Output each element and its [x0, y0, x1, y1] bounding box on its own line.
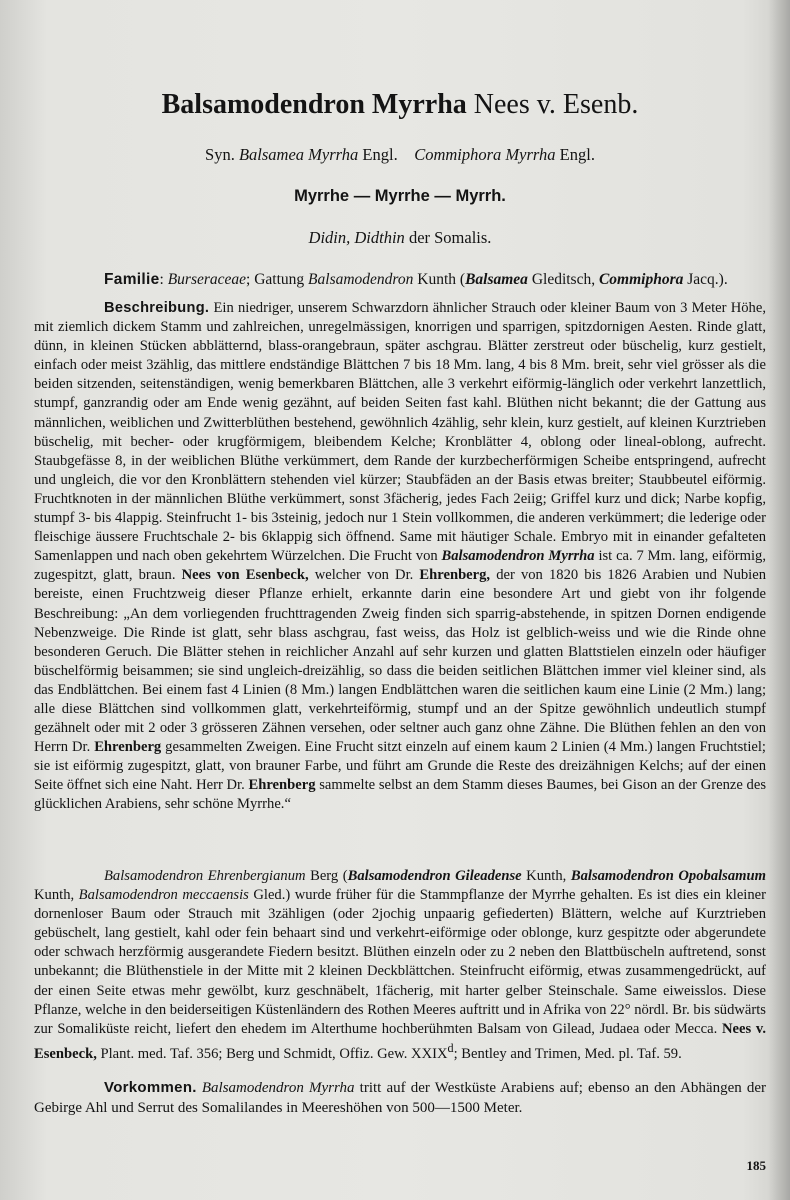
synonyms-line — [34, 145, 766, 165]
title-author: Nees v. Esenb. — [473, 89, 639, 120]
ehrenbergianum-text-4: Gled.) wurde früher für die Stammpflanze der Myrrhe gehalten. Es ist dies ein kleiner dornenloser Baum oder Strauch mit 3zähligen (oder 2jochig unpaarig gefiederten) Blättern, welche auf Kurztrieben gebüschelt, lang gestielt, kahl oder fein behaart sind und verkehrt-eiförmige oder oblonge, kurz gespitzte oder abgerundete oder schwach herzförmig ausgerandete Fiedern besitzt. Blüthen einzeln oder zu 2 neben den Blattbüscheln auftretend, sonst unbekannt; die Blüthenstiele in der Mitte mit 2 kleinen Deckblättchen. Steinfrucht eiförmig, etwas zusammengedrückt, auf der einen Seite etwas mehr gewölbt, kurz geschnäbelt, 1fächerig, mit harter gelber Steinschale. Same eiweisslos. Diese Pflanze, welche in den beiderseitigen Küstenländern des Rothen Meeres auftritt und in Afrika von 22° nördl. Br. bis südwärts zur Somaliküste reicht, liefert den ehedem im Alterthume hochberühmten Balsam von Gilead, Judaea oder Mecca. — [34, 887, 766, 1037]
somali-suffix: der Somalis. — [408, 228, 492, 247]
page-number: 185 — [746, 1158, 766, 1173]
description-paragraph — [34, 299, 766, 815]
synonym-2: Commiphora Myrrha — [414, 145, 556, 164]
ehrenbergianum-text-1: Berg ( — [310, 868, 348, 884]
description-text-4: der von 1820 bis 1826 Arabien und Nubien bereiste, einen Fruchtzweig dieser Pflanze erhielt, erkannte darin eine besondere Art und giebt von ihr folgende Beschreibung: „An dem vorliegenden fruchttragenden Zweig finden sich sparrig-abstehende, in spitzen Dornen endigende Nebenzweige. Die Rinde ist glatt, sehr blass aschgrau, fast weiss, das Holz ist gelblich-weiss und wie die Rinde ohne besonderen Geruch. Die Blätter stehen in reichlicher Anzahl auf sehr kurzen und glatten Blattstielen einzeln oder häufiger büschelförmig beisammen; sie sind ungleich-dreizählig, so dass die beiden seitlichen Blättchen immer viel kleiner sind, als das Endblättchen. Bei einem fast 4 Linien (8 Mm.) langen Endblättchen waren die seitlichen kaum eine Linie (2 Mm.) lang; alle diese Blättchen sind vollkommen glatt, verkehrteiförmig, stumpf und an der Spitze gewöhnlich undeutlich stumpf gezähnelt oder mit 2 oder 3 grösseren Zähnen versehen, oder seltner auch ganz ohne Zähne. Die Blüthen fehlen an den von Herrn Dr. — [34, 567, 766, 756]
description-label: Beschreibung. — [104, 300, 210, 316]
familie-label: Familie — [104, 271, 160, 288]
description-text-3: welcher von Dr. — [314, 567, 414, 584]
occurrence-label: Vorkommen. — [104, 1079, 197, 1096]
alt-genus-1: Balsamea — [465, 271, 528, 288]
somali-names: Didin, Didthin — [308, 228, 405, 247]
synonym-1: Balsamea Myrrha — [238, 145, 359, 164]
author-nees: Nees von Esenbeck, — [181, 567, 309, 584]
description-text-2: ist ca. 7 Mm. lang, eiförmig, zugespitzt, glatt, braun. — [34, 548, 766, 584]
author-ehrenberg-2: Ehrenberg — [94, 739, 162, 756]
somali-names-line — [34, 228, 766, 248]
description-text-5: gesammelten Zweigen. Eine Frucht sitzt einzeln auf einem kaum 2 Linien (4 Mm.) langen Fruchtstiel; sie ist eiförmig zugespitzt, glatt, von brauner Farbe, und führt am Grunde die Reste des dreizähnigen Kelchs; auf der einen Seite öffnet sich eine Naht. Herr Dr. — [34, 739, 766, 794]
syn-label: Syn. — [205, 145, 235, 164]
genus-name: Balsamodendron — [308, 271, 414, 288]
ehrenbergianum-text-3: Kunth, — [34, 887, 75, 904]
species-gileadense: Balsamodendron Gileadense — [347, 868, 522, 884]
familie-rest-2: Kunth ( — [417, 271, 466, 288]
title-species: Balsamodendron Myrrha — [161, 89, 467, 120]
author-ehrenberg: Ehrenberg, — [419, 567, 491, 584]
familie-rest-3: Gleditsch, — [531, 271, 596, 288]
occurrence-paragraph — [34, 1078, 766, 1118]
description-text-6: sammelte selbst an dem Stamm dieses Baumes, bei Gison an der Grenze des glücklichen Arabiens, sehr schöne Myrrhe.“ — [34, 777, 766, 813]
superscript-d: d — [447, 1040, 454, 1055]
ehrenbergianum-text-2: Kunth, — [526, 868, 567, 884]
author-ehrenberg-3: Ehrenberg — [248, 777, 316, 794]
alt-genus-2: Commiphora — [598, 271, 684, 288]
ehrenbergianum-paragraph — [34, 867, 766, 1064]
author-nees-2: Nees v. Esenbeck, — [34, 1020, 766, 1062]
family-line: Familie: Burseraceae; Gattung Balsamodendron Kunth (Balsamea Gleditsch, Commiphora Jacq.). — [104, 271, 728, 288]
occurrence-text: tritt auf der Westküste Arabiens auf; ebenso an den Abhängen der Gebirge Ahl und Serrut des Somalilandes in Meereshöhen von 500—1500 Meter. — [34, 1080, 767, 1116]
page-title — [34, 88, 766, 122]
description-text-1: Ein niedriger, unserem Schwarzdorn ähnlicher Strauch oder kleiner Baum von 3 Meter Höhe, mit ziemlich dickem Stamm und zahlreichen, unregelmässigen, knorrigen und sparrigen, spitzdornigen Aesten. Rinde glatt, dünn, in kleinen Stücken abblätternd, blass-orangebraun, später aschgrau. Blätter zerstreut oder büschelig, kurz gestielt, einfach oder meist 3zählig, das mittlere endständige Blättchen 7 bis 18 Mm. lang, 4 bis 8 Mm. breit, sehr viel grösser als die beiden sitzenden, seitenständigen, wenig bemerkbaren Blättchen, alle 3 verkehrt eiförmig-länglich oder verkehrt lanzettlich, stumpf, ganzrandig oder am Ende wenig gezähnt, auf beiden Seiten fast kahl. Blüthen nicht bekannt; die der Gattung aus männlichen, weiblichen und Zwitterblüthen bestehend, gewöhnlich 4zählig, sehr klein, kurz gestielt, auf kleinen Kurztrieben büschelig, mit becher- oder krugförmigem, bleibendem Kelche; Kronblätter 4, oblong oder lineal-oblong, aufrecht. Staubgefässe 8, in der weiblichen Blüthe verkümmert, dem Rande der kurzbecherförmigen Scheibe entspringend, aufrecht und ungleich, die vor den Kronblättern stehenden viel kürzer; Staubfäden an der Basis etwas breiter; Staubbeutel eiförmig. Fruchtknoten in der männlichen Blüthe verkümmert, sonst 3fächerig, jedes Fach 2eiig; Griffel kurz und dick; Narbe kopfig, stumpf 3- bis 4lappig. Steinfrucht 1- bis 3steinig, jedoch nur 1 Stein vollkommen, die anderen verkümmert; die lederige oder fleischige äussere Fruchtschale 2- bis 6klappig sich öffnend. Same mit häutiger Schale. Embryo mit in einander gefalteten Samenlappen und nach oben gekehrtem Würzelchen. Die Frucht von — [34, 300, 766, 565]
family-name: Burseraceae — [167, 271, 247, 288]
familie-rest-1: ; Gattung — [246, 271, 305, 288]
description-species: Balsamodendron Myrrha — [441, 548, 595, 565]
common-names: Myrrhe — Myrrhe — Myrrh. — [294, 187, 506, 205]
synonym-1-author: Engl. — [362, 145, 398, 164]
species-meccaensis: Balsamodendron meccaensis — [78, 887, 249, 904]
occurrence-species: Balsamodendron Myrrha — [201, 1080, 355, 1096]
ehrenbergianum-text-5: Plant. med. Taf. 356; Berg und Schmidt, Offiz. Gew. XXIX — [100, 1045, 448, 1062]
synonym-2-author: Engl. — [559, 145, 595, 164]
ehrenbergianum-text-6: ; Bentley and Trimen, Med. pl. Taf. 59. — [453, 1045, 682, 1062]
species-ehrenbergianum: Balsamodendron Ehrenbergianum — [104, 868, 306, 884]
familie-rest-4: Jacq.). — [687, 271, 728, 288]
species-opobalsamum: Balsamodendron Opobalsamum — [570, 868, 766, 884]
page-edge-shadow — [768, 0, 790, 1200]
